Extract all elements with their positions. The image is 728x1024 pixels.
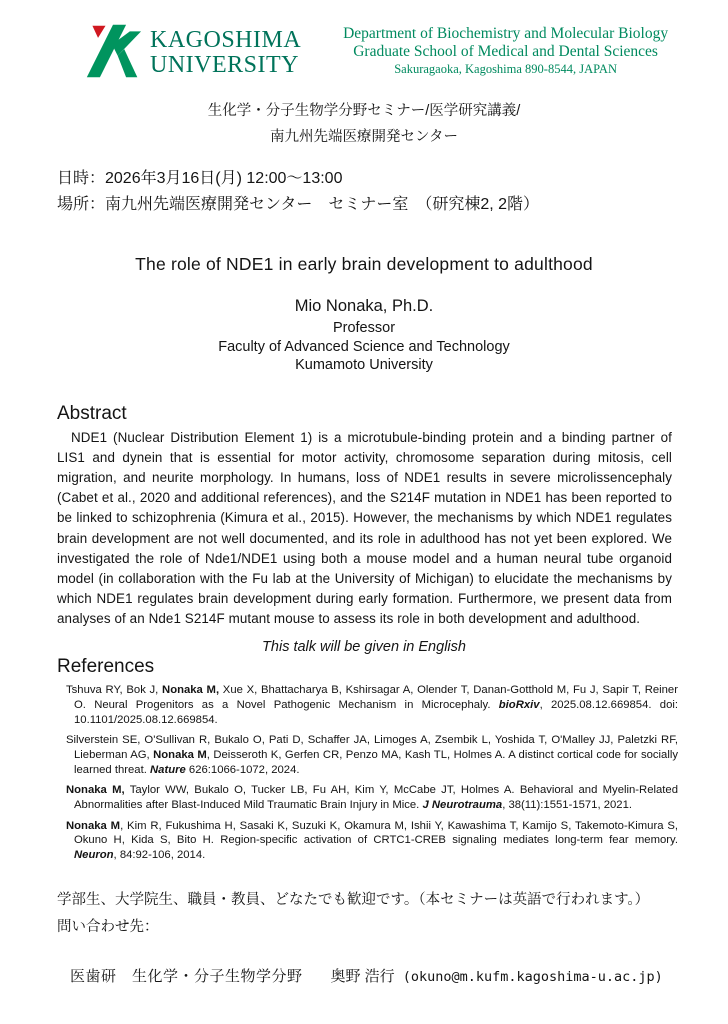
header <box>84 24 688 78</box>
department-address: Sakuragaoka, Kagoshima 890-8544, JAPAN <box>394 61 617 76</box>
seminar-series-line2: 南九州先端医療開発センター <box>270 129 458 146</box>
reference-text-segment: 626:1066-1072, 2024. <box>185 763 300 776</box>
references-heading: References <box>57 656 155 678</box>
speaker-name: Mio Nonaka, Ph.D. <box>294 297 434 315</box>
reference-text-segment: J Neurotrauma <box>422 799 503 812</box>
seminar-series-line1: 生化学・分子生物学分野セミナー/医学研究講義/ <box>207 103 521 119</box>
talk-title: The role of NDE1 in early brain development to adulthood <box>135 254 593 274</box>
reference-item <box>57 733 678 777</box>
contact-line <box>70 965 688 986</box>
reference-text-segment: , 84:92-106, 2014. <box>113 849 206 862</box>
reference-text-segment: bioRxiv <box>498 699 540 712</box>
university-wordmark-line2: UNIVERSITY <box>150 51 299 78</box>
reference-text-segment: Silverstein SE, O'Sullivan R, Bukalo O, Pati D, Schaffer JA, Limoges A, Zsembik L, Yoshida T, O'Malley JJ, Paletzki RF, Lieberman AG, <box>66 734 678 762</box>
seminar-datetime: 日時：2026年3月16日(月) 12:00～13:00 <box>57 170 343 188</box>
speaker-position: Professor <box>332 320 396 336</box>
welcome-line: 学部生、大学院生、職員・教員、どなたでも歓迎です。（本セミナーは英語で行われます。） <box>57 891 650 908</box>
speaker-affiliation <box>0 319 728 375</box>
language-note: This talk will be given in English <box>262 639 466 656</box>
reference-text-segment: , Kim R, Fukushima H, Sasaki K, Suzuki K, Okamura M, Ishii Y, Kawashima T, Kamijo S, Takemoto-Kimura S, Okuno H, Kida S, Bito H. Region-specific activation of CRTC1-CREB signaling mediates long-term fear memory. <box>74 819 679 847</box>
reference-text-segment: , 2025.08.12.669854. doi: 10.1101/2025.08.12.669854. <box>74 699 678 726</box>
kagoshima-k-logo-icon <box>84 24 142 78</box>
speaker-faculty: Faculty of Advanced Science and Technology <box>218 338 510 355</box>
contact-department: 医歯研 生化学・分子生物学分野 <box>70 968 303 986</box>
reference-text-segment: Xue X, Bhattacharya B, Kshirsagar A, Olender T, Danan-Gotthold M, Fu J, Sapir T, Reiner O. Neural Progenitors as a Novel Pathogenic Mechanism in Microcephaly. <box>74 684 678 712</box>
contact-heading: 問い合わせ先： <box>57 918 159 935</box>
reference-text-segment: Nature <box>150 763 186 776</box>
reference-item <box>57 819 678 863</box>
reference-text-segment: Nonaka M, <box>66 784 125 797</box>
reference-item <box>57 783 678 812</box>
reference-text-segment: Tshuva RY, Bok J, <box>66 684 163 697</box>
reference-text-segment: Nonaka M, <box>162 684 220 697</box>
university-wordmark-line1: KAGOSHIMA <box>150 27 302 54</box>
reference-text-segment: , Deisseroth K, Gerfen CR, Penzo MA, Kash TL, Holmes A. A distinct cortical code for socially learned threat. <box>74 749 678 776</box>
reference-text-segment: Nonaka M <box>153 749 207 762</box>
department-line1: Department of Biochemistry and Molecular Biology <box>343 25 669 42</box>
seminar-location: 場所：南九州先端医療開発センター セミナー室 （研究棟2, 2階） <box>57 196 540 214</box>
reference-text-segment: , 38(11):1551-1571, 2021. <box>502 799 633 812</box>
department-address-block <box>323 25 688 76</box>
seminar-series <box>0 98 728 150</box>
contact-person: 奥野 浩行 <box>330 968 395 986</box>
abstract-body: NDE1 (Nuclear Distribution Element 1) is a microtubule-binding protein and a binding partner of LIS1 and dynein that is essential for motor activity, chromosome separation during mitosis, cell migration, and neurite morphology. In humans, loss of NDE1 results in severe microlissencephaly (Cabet et al., 2020 and additional references), and the S214F mutation in NDE1 has been reported to be linked to schizophrenia (Kimura et al., 2015). However, the mechanisms by which NDE1 regulates brain development are not well documented, and its role in adulthood has not yet been explored. We investigated the role of Nde1/NDE1 using both a mouse model and a human neural tube organoid model (in collaboration with the Fu lab at the University of Michigan) to elucidate the mechanisms by which NDE1 regulates brain development during early formation. Furthermore, we present data from analyses of an Nde1 S214F mutant mouse to assess its role in both development and adulthood. <box>57 429 672 627</box>
welcome-note <box>57 887 688 941</box>
reference-text-segment: Neuron <box>74 849 114 862</box>
contact-email: (okuno@m.kufm.kagoshima-u.ac.jp) <box>402 969 663 986</box>
university-logo <box>84 24 301 78</box>
department-line2: Graduate School of Medical and Dental Sciences <box>353 43 658 61</box>
seminar-meta <box>57 166 688 218</box>
speaker-university: Kumamoto University <box>295 357 433 374</box>
reference-text-segment: Nonaka M <box>66 819 121 832</box>
reference-text-segment: Taylor WW, Bukalo O, Tucker LB, Fu AH, Kim Y, McCabe JT, Holmes A. Behavioral and Myelin-Related Abnormalities after Blast-Induced Mild Traumatic Brain Injury in Mice. <box>74 784 678 812</box>
abstract-heading: Abstract <box>57 402 127 424</box>
university-wordmark <box>150 28 301 77</box>
reference-item <box>57 683 678 727</box>
